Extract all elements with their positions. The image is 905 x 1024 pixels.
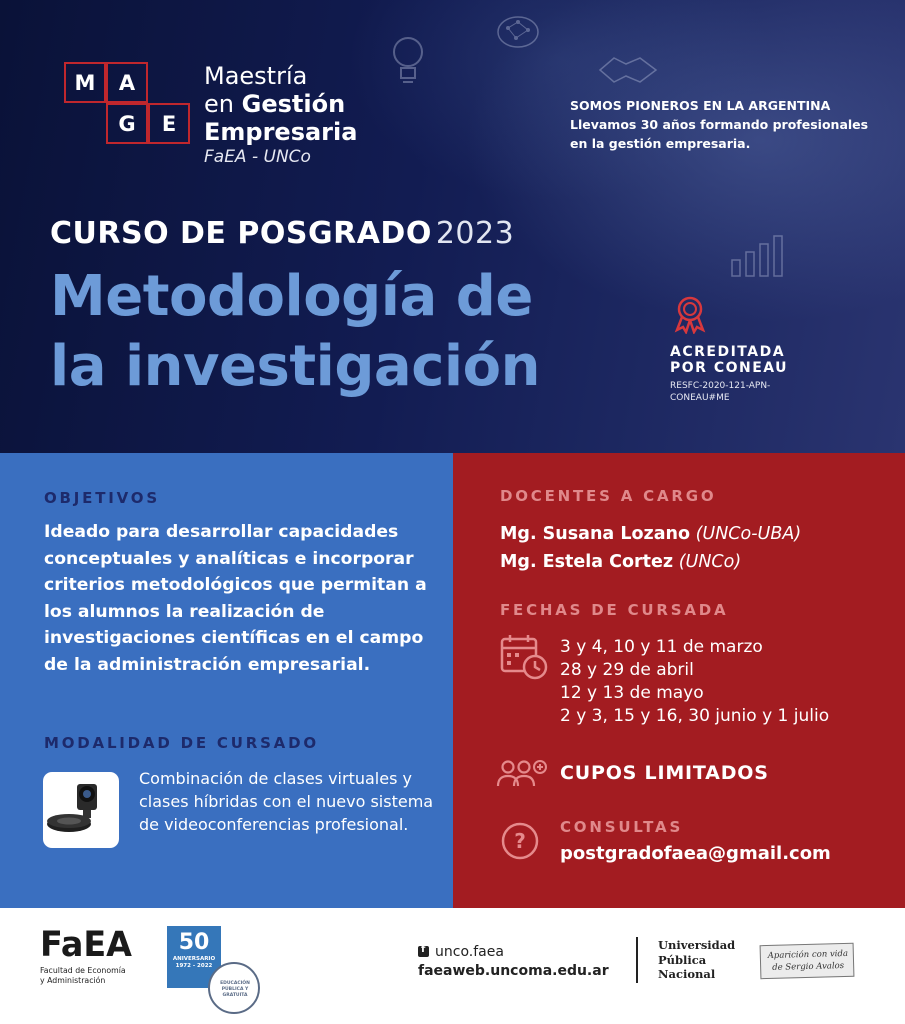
teacher-name: Mg. Susana Lozano bbox=[500, 524, 690, 544]
hero-banner bbox=[0, 0, 905, 453]
objectives-text: Ideado para desarrollar capacidades conceptuales y analíticas e incorporar criterios metodológicos que permitan a los alumnos la realización de investigaciones científicas en el campo de la administración empresarial. bbox=[44, 522, 427, 675]
course-title bbox=[50, 262, 540, 402]
course-year: 2023 bbox=[435, 216, 515, 251]
objectives-heading: OBJETIVOS bbox=[44, 489, 160, 507]
pioneers-text: Llevamos 30 años formando profesionales bbox=[570, 117, 869, 132]
accreditation-badge bbox=[670, 294, 788, 404]
public-education-seal bbox=[208, 962, 260, 1014]
pioneers-title: SOMOS PIONEROS EN LA ARGENTINA bbox=[570, 98, 831, 113]
stamp-text bbox=[765, 948, 852, 974]
stamp-line: de Sergio Avalos bbox=[772, 961, 845, 973]
website-link[interactable]: faeaweb.uncoma.edu.ar bbox=[418, 963, 609, 979]
logo-letter: M bbox=[64, 62, 106, 103]
accreditation-title bbox=[670, 344, 788, 376]
faea-logo-text: FaEA bbox=[40, 925, 132, 961]
teacher-item bbox=[500, 549, 741, 575]
dates-list bbox=[560, 636, 829, 728]
logo-letter: G bbox=[106, 103, 148, 144]
teacher-affiliation: (UNCo) bbox=[678, 552, 742, 572]
program-name bbox=[204, 62, 357, 168]
seal-text: EDUCACIÓN PÚBLICA Y GRATUITA bbox=[220, 981, 250, 998]
accreditation-line: POR CONEAU bbox=[670, 360, 789, 376]
program-line: Maestría bbox=[204, 62, 308, 90]
anniversary-label: ANIVERSARIO bbox=[172, 956, 216, 962]
upn-line: Pública bbox=[658, 952, 707, 967]
faea-subtitle-line: Facultad de Economía bbox=[40, 966, 126, 975]
brain-icon bbox=[494, 12, 542, 52]
sergio-avalos-stamp bbox=[760, 943, 855, 979]
upn-logo bbox=[658, 938, 735, 982]
resolution-line: RESFC-2020-121-APN- bbox=[670, 381, 771, 391]
course-label bbox=[50, 216, 514, 251]
logo-letter: E bbox=[148, 103, 190, 144]
lightbulb-icon bbox=[390, 34, 426, 90]
anniversary-years: 1972 - 2022 bbox=[175, 963, 213, 969]
modality-heading: MODALIDAD DE CURSADO bbox=[44, 734, 319, 752]
teachers-heading: DOCENTES A CARGO bbox=[500, 487, 717, 505]
pioneers-statement bbox=[570, 96, 890, 153]
modality-text: Combinación de clases virtuales y clases híbridas con el nuevo sistema de videoconferencias profesional. bbox=[139, 769, 434, 834]
conference-camera-icon bbox=[43, 772, 119, 848]
course-title-line: la investigación bbox=[50, 334, 540, 399]
teacher-item bbox=[500, 521, 801, 547]
contact-heading: CONSULTAS bbox=[560, 818, 684, 836]
faea-subtitle-line: y Administración bbox=[40, 975, 106, 985]
date-line: 3 y 4, 10 y 11 de marzo bbox=[560, 637, 763, 657]
dates-heading: FECHAS DE CURSADA bbox=[500, 601, 729, 619]
anniversary-number: 50 bbox=[178, 930, 210, 955]
stamp-line: Aparición con vida bbox=[767, 948, 849, 962]
facebook-icon bbox=[418, 946, 429, 957]
handshake-icon bbox=[596, 50, 660, 90]
social-handle[interactable] bbox=[418, 944, 504, 960]
resolution-number bbox=[670, 380, 788, 404]
teacher-name: Mg. Estela Cortez bbox=[500, 552, 674, 572]
svg-text:?: ? bbox=[514, 829, 526, 853]
date-line: 28 y 29 de abril bbox=[560, 660, 694, 680]
upn-line: Universidad bbox=[658, 938, 736, 952]
program-line: Empresaria bbox=[204, 118, 358, 146]
award-ribbon-icon bbox=[672, 294, 712, 334]
resolution-line: CONEAU#ME bbox=[670, 393, 730, 403]
teacher-affiliation: (UNCo-UBA) bbox=[695, 524, 802, 544]
users-plus-icon bbox=[496, 758, 550, 790]
footer-divider bbox=[636, 937, 638, 983]
program-institution: FaEA - UNCo bbox=[204, 147, 311, 167]
calendar-clock-icon bbox=[499, 633, 549, 681]
logo-letter: A bbox=[106, 62, 148, 103]
course-title-line: Metodología de bbox=[50, 264, 533, 329]
program-line bbox=[204, 90, 357, 118]
pioneers-text: en la gestión empresaria. bbox=[570, 136, 751, 151]
seats-label: CUPOS LIMITADOS bbox=[560, 762, 769, 784]
faea-logo bbox=[40, 925, 132, 961]
course-type: CURSO DE POSGRADO bbox=[50, 216, 432, 251]
program-bold: Gestión bbox=[241, 90, 346, 118]
faea-subtitle bbox=[40, 966, 160, 985]
contact-email-link[interactable]: postgradofaea@gmail.com bbox=[560, 843, 831, 864]
social-handle-text: unco.faea bbox=[435, 944, 504, 960]
upn-line: Nacional bbox=[658, 967, 716, 981]
program-prefix: en bbox=[204, 90, 234, 118]
date-line: 12 y 13 de mayo bbox=[560, 683, 704, 703]
accreditation-line: ACREDITADA bbox=[670, 344, 786, 360]
question-circle-icon bbox=[500, 821, 540, 861]
mage-logo bbox=[64, 62, 190, 144]
bar-chart-icon bbox=[728, 230, 788, 280]
date-line: 2 y 3, 15 y 16, 30 junio y 1 julio bbox=[560, 706, 830, 726]
